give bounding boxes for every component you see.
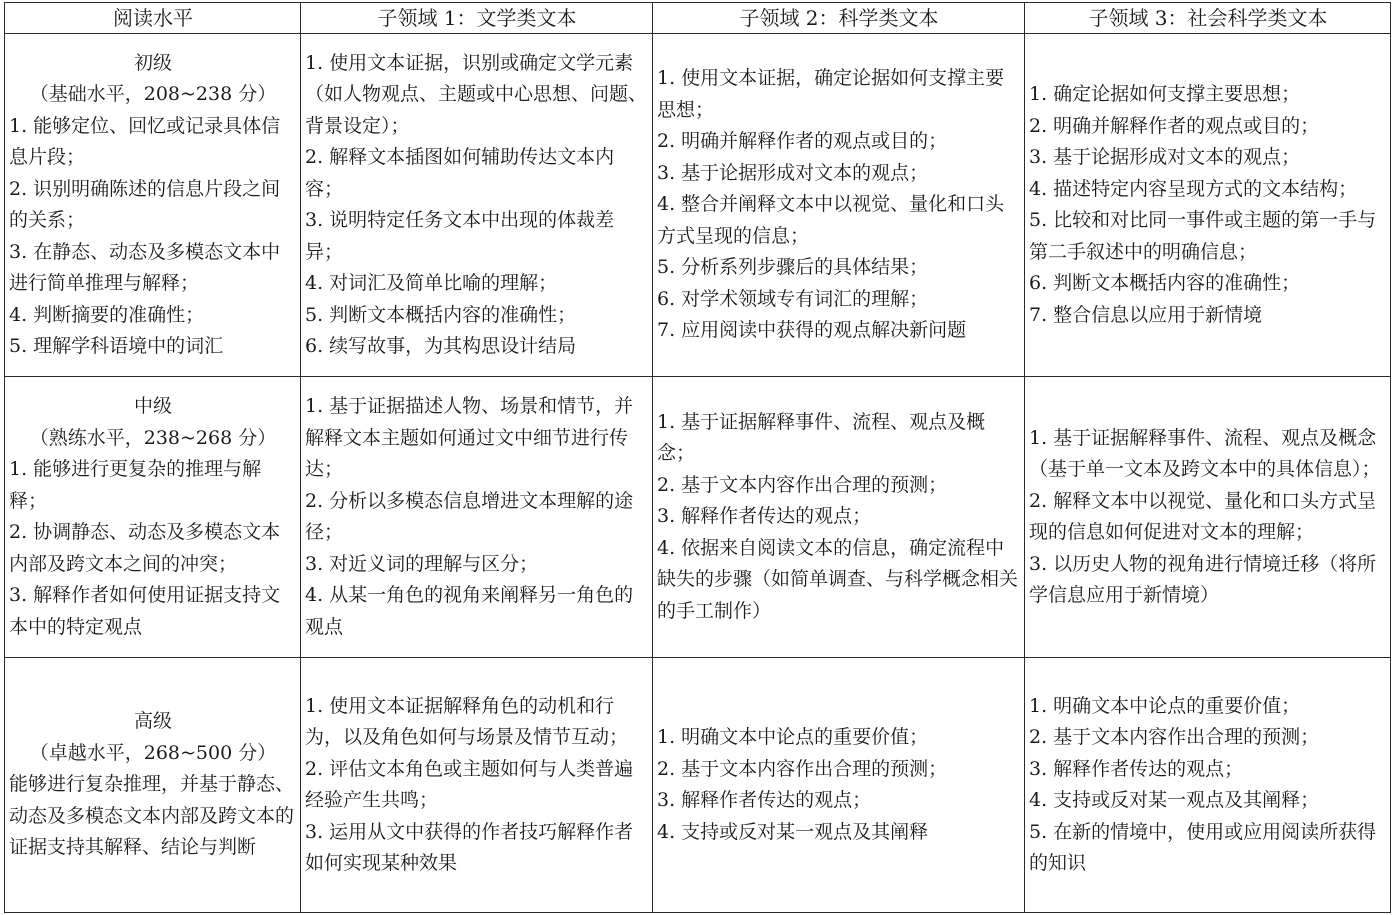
level-item: 2. 识别明确陈述的信息片段之间的关系； <box>9 177 281 231</box>
literary-item: 2. 解释文本插图如何辅助传达文本内容； <box>305 146 615 200</box>
social-cell-advanced <box>1025 658 1391 913</box>
science-cell-proficient <box>653 377 1025 658</box>
science-cell-basic <box>653 34 1025 377</box>
level-cell-advanced <box>5 658 301 913</box>
science-item: 4. 整合并阐释文本中以视觉、量化和口头方式呈现的信息； <box>657 193 1005 247</box>
social-item: 4. 描述特定内容呈现方式的文本结构； <box>1029 177 1358 200</box>
header-row <box>5 3 1391 34</box>
social-item: 2. 解释文本中以视觉、量化和口头方式呈现的信息如何促进对文本的理解； <box>1029 489 1377 543</box>
science-item: 6. 对学术领域专有词汇的理解； <box>657 287 929 310</box>
level-cell-basic <box>5 34 301 377</box>
science-item: 3. 解释作者传达的观点； <box>657 505 872 528</box>
social-item: 2. 基于文本内容作出合理的预测； <box>1029 726 1320 748</box>
social-item: 4. 支持或反对某一观点及其阐释； <box>1029 789 1320 811</box>
header-science-text: 子领域 2：科学类文本 <box>653 3 1025 34</box>
reading-level-table <box>4 2 1391 913</box>
science-item: 1. 基于证据解释事件、流程、观点及概念； <box>657 410 986 465</box>
science-item: 2. 基于文本内容作出合理的预测； <box>657 757 948 780</box>
science-item: 3. 基于论据形成对文本的观点； <box>657 161 929 184</box>
literary-item: 6. 续写故事，为其构思设计结局 <box>305 335 577 357</box>
science-item: 5. 分析系列步骤后的具体结果； <box>657 256 929 279</box>
literary-item: 1. 使用文本证据解释角色的动机和行为，以及角色如何与场景及情节互动； <box>305 694 629 748</box>
social-item: 1. 明确文本中论点的重要价值； <box>1029 694 1301 717</box>
literary-item: 2. 分析以多模态信息增进文本理解的途径； <box>305 489 634 543</box>
social-item: 3. 以历史人物的视角进行情境迁移（将所学信息应用于新情境） <box>1029 552 1377 606</box>
social-cell-proficient <box>1025 377 1391 658</box>
level-range: （基础水平，208~238 分） <box>29 83 277 105</box>
literary-cell-basic <box>301 34 653 377</box>
header-social-science-text: 子领域 3：社会科学类文本 <box>1025 3 1391 34</box>
social-item: 3. 解释作者传达的观点； <box>1029 757 1244 780</box>
level-item: 1. 能够定位、回忆或记录具体信息片段； <box>9 114 281 168</box>
header-reading-level: 阅读水平 <box>5 3 301 34</box>
literary-item: 5. 判断文本概括内容的准确性； <box>305 303 577 326</box>
social-cell-basic <box>1025 34 1391 377</box>
social-item: 5. 比较和对比同一事件或主题的第一手与第二手叙述中的明确信息； <box>1029 209 1377 263</box>
literary-cell-advanced <box>301 658 653 913</box>
science-item: 2. 基于文本内容作出合理的预测； <box>657 473 948 496</box>
science-item: 4. 支持或反对某一观点及其阐释 <box>657 820 929 843</box>
social-item: 1. 基于证据解释事件、流程、观点及概念（基于单一文本及跨文本中的具体信息）； <box>1029 426 1381 480</box>
science-item: 1. 明确文本中论点的重要价值； <box>657 726 929 748</box>
literary-item: 1. 使用文本证据，识别或确定文学元素（如人物观点、主题或中心思想、问题、背景设定）； <box>305 51 648 137</box>
social-item: 1. 确定论据如何支撑主要思想； <box>1029 83 1301 105</box>
science-item: 3. 解释作者传达的观点； <box>657 789 872 811</box>
level-item: 3. 解释作者如何使用证据支持文本中的特定观点 <box>9 584 281 638</box>
literary-item: 3. 对近义词的理解与区分； <box>305 552 539 575</box>
row-basic <box>5 34 1391 377</box>
level-cell-proficient <box>5 377 301 658</box>
social-item: 7. 整合信息以应用于新情境 <box>1029 303 1263 326</box>
literary-cell-proficient <box>301 377 653 658</box>
literary-item: 3. 说明特定任务文本中出现的体裁差异； <box>305 209 615 263</box>
row-proficient <box>5 377 1391 658</box>
header-literary-text: 子领域 1：文学类文本 <box>301 3 653 34</box>
level-name: 初级 <box>133 51 172 74</box>
level-item: 4. 判断摘要的准确性； <box>9 303 205 326</box>
literary-item: 3. 运用从文中获得的作者技巧解释作者如何实现某种效果 <box>305 820 634 874</box>
level-range: （熟练水平，238~268 分） <box>29 426 277 449</box>
level-item: 3. 在静态、动态及多模态文本中进行简单推理与解释； <box>9 240 281 294</box>
science-item: 1. 使用文本证据，确定论据如何支撑主要思想； <box>657 67 1005 121</box>
literary-item: 4. 从某一角色的视角来阐释另一角色的观点 <box>305 584 634 638</box>
social-item: 3. 基于论据形成对文本的观点； <box>1029 146 1301 168</box>
level-item: 1. 能够进行更复杂的推理与解释； <box>9 458 262 512</box>
level-range: （卓越水平，268~500 分） <box>29 741 277 764</box>
science-item: 2. 明确并解释作者的观点或目的； <box>657 130 948 153</box>
level-item: 5. 理解学科语境中的词汇 <box>9 335 224 357</box>
level-name: 中级 <box>133 395 172 417</box>
science-item: 4. 依据来自阅读文本的信息，确定流程中缺失的步骤（如简单调查、与科学概念相关的手工制作） <box>657 536 1019 622</box>
science-cell-advanced <box>653 658 1025 913</box>
literary-item: 4. 对词汇及简单比喻的理解； <box>305 272 558 294</box>
social-item: 6. 判断文本概括内容的准确性； <box>1029 272 1301 294</box>
level-item: 2. 协调静态、动态及多模态文本内部及跨文本之间的冲突； <box>9 521 281 575</box>
literary-item: 1. 基于证据描述人物、场景和情节，并解释文本主题如何通过文中细节进行传达； <box>305 395 634 480</box>
literary-item: 2. 评估文本角色或主题如何与人类普遍经验产生共鸣； <box>305 757 634 811</box>
science-item: 7. 应用阅读中获得的观点解决新问题 <box>657 319 967 342</box>
level-name: 高级 <box>133 710 172 733</box>
social-item: 5. 在新的情境中，使用或应用阅读所获得的知识 <box>1029 820 1377 874</box>
social-item: 2. 明确并解释作者的观点或目的； <box>1029 114 1320 137</box>
row-advanced <box>5 658 1391 913</box>
level-item: 能够进行复杂推理，并基于静态、动态及多模态文本内部及跨文本的证据支持其解释、结论与判断 <box>9 773 295 859</box>
